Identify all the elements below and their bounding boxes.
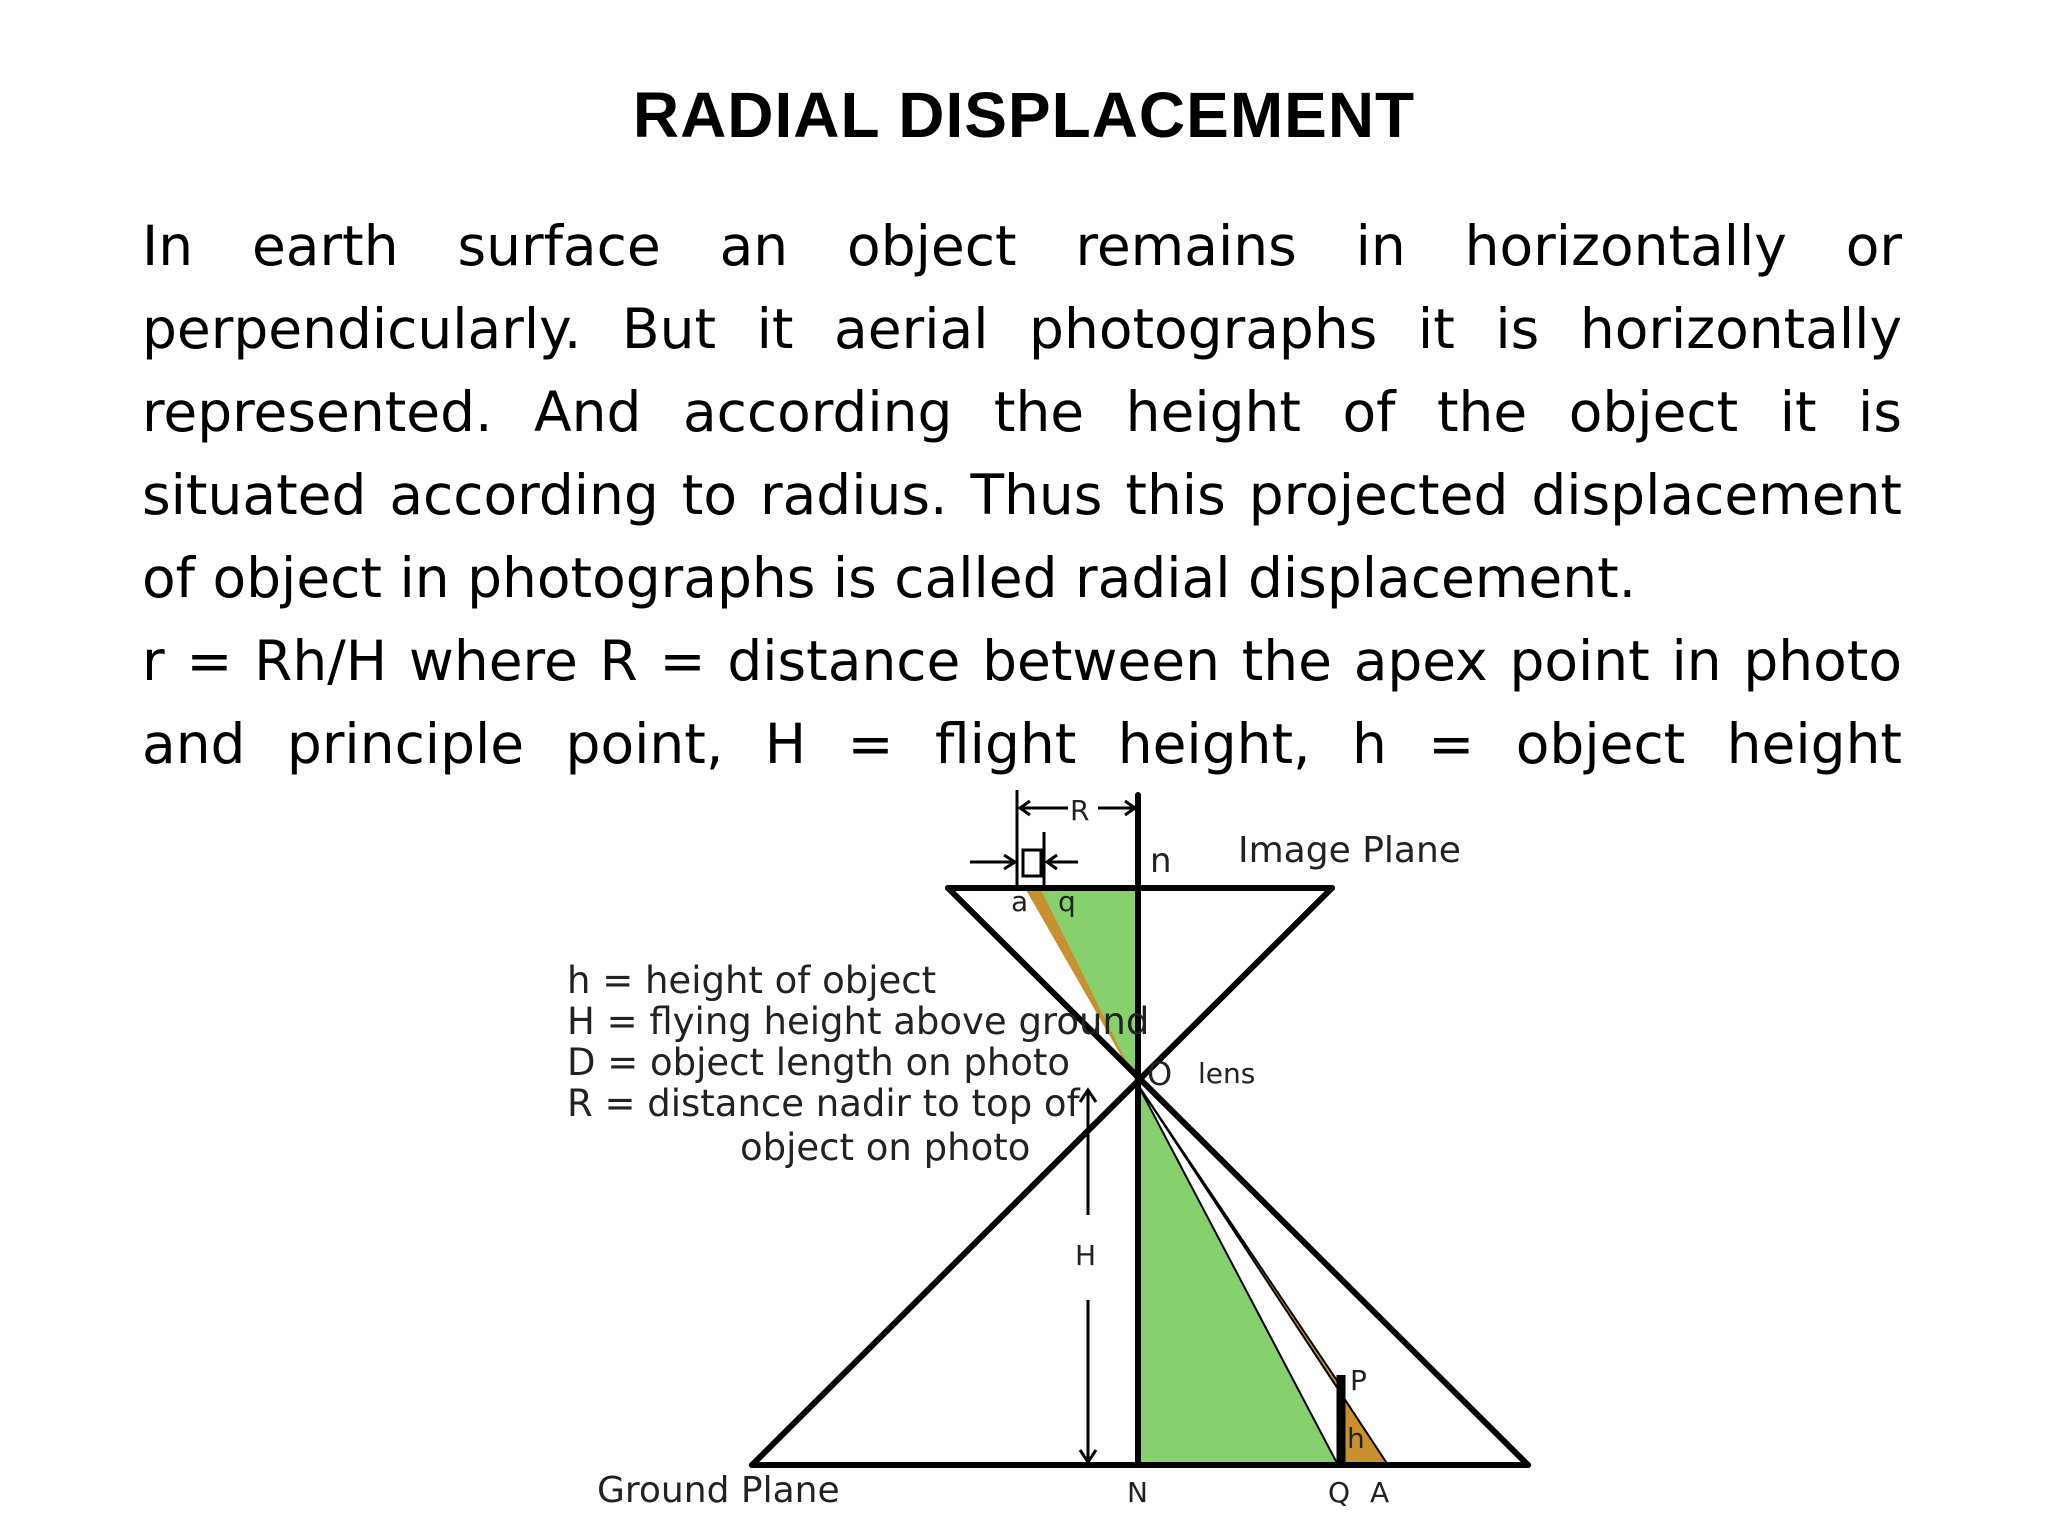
legend-line-2: H = flying height above ground [567,1000,1150,1043]
label-image-plane: Image Plane [1238,830,1461,871]
label-ground-plane: Ground Plane [597,1470,840,1511]
label-a: a [1011,885,1029,918]
label-A: A [1370,1476,1390,1509]
legend-line-4: R = distance nadir to top of [567,1082,1080,1125]
label-P: P [1350,1364,1367,1397]
label-O: O [1147,1055,1173,1093]
page-title: RADIAL DISPLACEMENT [632,79,1416,151]
radial-displacement-diagram [530,780,1580,1530]
formula-text: r = Rh/H where R = distance between the apex point in photo and principle point, H = flight height, h = object height [142,629,1902,776]
label-lens: lens [1198,1057,1256,1090]
d-box [1023,850,1041,876]
legend-line-3: D = object length on photo [567,1041,1071,1084]
description-paragraph: In earth surface an object remains in horizontally or perpendicularly. But it aerial photographs it is horizontally represented. And according the height of the object it is situated according to radius. Thus this projected displacement of object in photographs is called radial displacement. [142,214,1902,610]
legend-line-1: h = height of object [567,959,937,1002]
green-wedge-ground [1138,1085,1338,1465]
label-h: h [1347,1422,1365,1455]
label-Q: Q [1328,1476,1351,1509]
label-N: N [1127,1476,1148,1509]
label-R: R [1070,794,1090,827]
legend-line-5: object on photo [740,1126,1031,1169]
label-q: q [1058,885,1076,918]
body-text [142,205,1902,786]
label-H: H [1075,1239,1097,1272]
label-n: n [1150,841,1172,881]
